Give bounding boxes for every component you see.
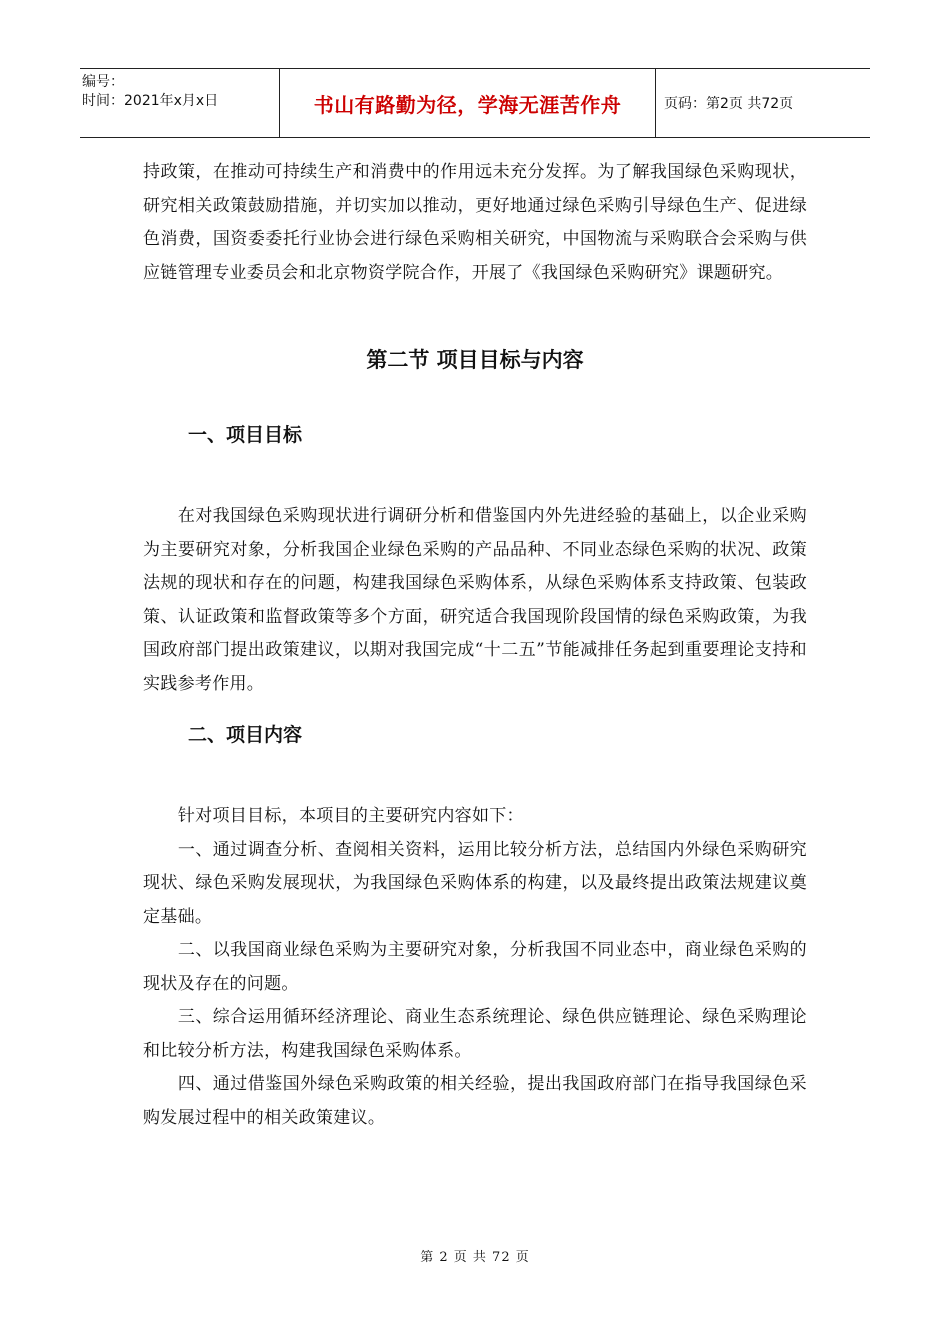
page-footer: 第 2 页 共 72 页 xyxy=(420,1250,530,1265)
document-date: 时间：2021年x月x日 xyxy=(82,93,219,109)
goal-heading: 一、项目目标 xyxy=(188,424,303,446)
content-item-2: 二、以我国商业绿色采购为主要研究对象，分析我国不同业态中，商业绿色采购的现状及存在的问题。 xyxy=(143,940,807,994)
content-heading: 二、项目内容 xyxy=(188,724,303,746)
document-header xyxy=(80,68,870,138)
document-number-label: 编号： xyxy=(82,74,124,90)
content-item-1: 一、通过调查分析、查阅相关资料，运用比较分析方法，总结国内外绿色采购研究现状、绿色采购发展现状，为我国绿色采购体系的构建，以及最终提出政策法规建议奠定基础。 xyxy=(143,839,807,927)
goal-block xyxy=(143,500,807,701)
intro-paragraph: 持政策，在推动可持续生产和消费中的作用远未充分发挥。为了解我国绿色采购现状，研究相关政策鼓励措施，并切实加以推动，更好地通过绿色采购引导绿色生产、促进绿色消费，国资委委托行业协会进行绿色采购相关研究，中国物流与采购联合会采购与供应链管理专业委员会和北京物资学院合作，开展了《我国绿色采购研究》课题研究。 xyxy=(143,162,807,283)
content-item-4: 四、通过借鉴国外绿色采购政策的相关经验，提出我国政府部门在指导我国绿色采购发展过程中的相关政策建议。 xyxy=(143,1074,807,1128)
content-block xyxy=(143,800,807,1135)
header-motto-cell xyxy=(280,69,656,137)
goal-paragraph: 在对我国绿色采购现状进行调研分析和借鉴国内外先进经验的基础上，以企业采购为主要研究对象，分析我国企业绿色采购的产品品种、不同业态绿色采购的状况、政策法规的现状和存在的问题，构建我国绿色采购体系，从绿色采购体系支持政策、包装政策、认证政策和监督政策等多个方面，研究适合我国现阶段国情的绿色采购政策，为我国政府部门提出政策建议，以期对我国完成“十二五”节能减排任务起到重要理论支持和实践参考作用。 xyxy=(143,506,807,694)
header-meta-cell xyxy=(80,69,280,137)
intro-block xyxy=(143,156,807,290)
header-page-info: 页码：第2页 共72页 xyxy=(664,96,794,112)
header-page-cell xyxy=(656,69,870,137)
section-title: 第二节 项目目标与内容 xyxy=(366,348,584,372)
content-item-3: 三、综合运用循环经济理论、商业生态系统理论、绿色供应链理论、绿色采购理论和比较分析方法，构建我国绿色采购体系。 xyxy=(143,1007,807,1061)
content-intro: 针对项目目标，本项目的主要研究内容如下： xyxy=(177,806,524,826)
header-motto: 书山有路勤为径，学海无涯苦作舟 xyxy=(313,92,622,117)
